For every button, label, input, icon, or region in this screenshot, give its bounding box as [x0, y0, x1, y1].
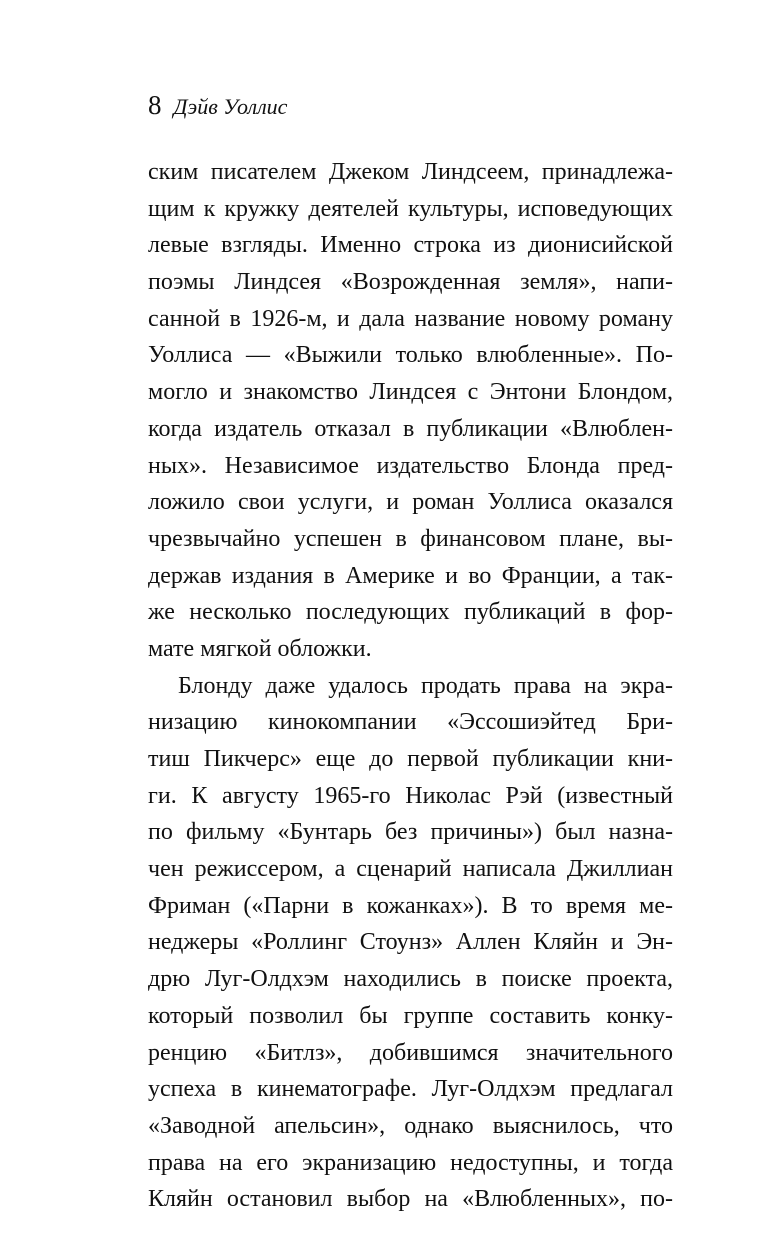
text-line: левые взгляды. Именно строка из дионисийской — [148, 232, 673, 259]
text-line: Кляйн остановил выбор на «Влюбленных», по- — [148, 1186, 673, 1213]
text-line: мате мягкой обложки. — [148, 635, 372, 662]
text-line: тиш Пикчерс» еще до первой публикации кни- — [148, 746, 673, 772]
text-line: ложило свои услуги, и роман Уоллиса оказался — [148, 489, 673, 516]
text-line: когда издатель отказал в публикации «Влюблен- — [148, 415, 673, 442]
text-line: успеха в кинематографе. Луг-Олдхэм предлагал — [148, 1076, 673, 1103]
text-line: дрю Луг-Олдхэм находились в поиске проекта, — [148, 966, 673, 993]
text-line: низацию кинокомпании «Эссошиэйтед Бри- — [148, 709, 673, 736]
text-line: чрезвычайно успешен в финансовом плане, вы- — [148, 525, 673, 552]
text-line: же несколько последующих публикаций в фор- — [148, 599, 673, 626]
text-line: который позволил бы группе составить конку- — [148, 1002, 673, 1029]
running-title: Дэйв Уоллис — [173, 94, 288, 119]
text-line: ренцию «Битлз», добившимся значительного — [148, 1039, 673, 1066]
text-line: могло и знакомство Линдсея с Энтони Блондом, — [148, 379, 673, 406]
text-line: неджеры «Роллинг Стоунз» Аллен Кляйн и Эн- — [148, 929, 673, 956]
text-line: ных». Независимое издательство Блонда пред- — [148, 452, 673, 479]
text-line: права на его экранизацию недоступны, и тогда — [148, 1149, 673, 1176]
text-line: санной в 1926-м, и дала название новому роману — [148, 305, 673, 332]
text-line: чен режиссером, а сценарий написала Джиллиан — [148, 856, 673, 883]
text-line: щим к кружку деятелей культуры, исповедующих — [148, 195, 673, 222]
text-line: ским писателем Джеком Линдсеем, принадлежа- — [148, 159, 673, 185]
text-line: «Заводной апельсин», однако выяснилось, что — [148, 1112, 673, 1139]
running-header — [148, 90, 287, 124]
text-line: Уоллиса — «Выжили только влюбленные». По- — [148, 342, 673, 369]
page-number: 8 — [148, 90, 162, 120]
paragraph-1 — [148, 154, 673, 668]
text-line: поэмы Линдсея «Возрожденная земля», напи- — [148, 269, 673, 296]
text-line: Блонду даже удалось продать права на экра- — [178, 672, 673, 699]
body-text — [148, 154, 673, 1218]
text-line: держав издания в Америке и во Франции, а так- — [148, 562, 673, 589]
text-line: Фриман («Парни в кожанках»). В то время ме- — [148, 892, 673, 919]
paragraph-2 — [148, 668, 673, 1218]
text-line: ги. К августу 1965-го Николас Рэй (известный — [148, 782, 673, 809]
text-line: по фильму «Бунтарь без причины») был назна- — [148, 819, 673, 846]
